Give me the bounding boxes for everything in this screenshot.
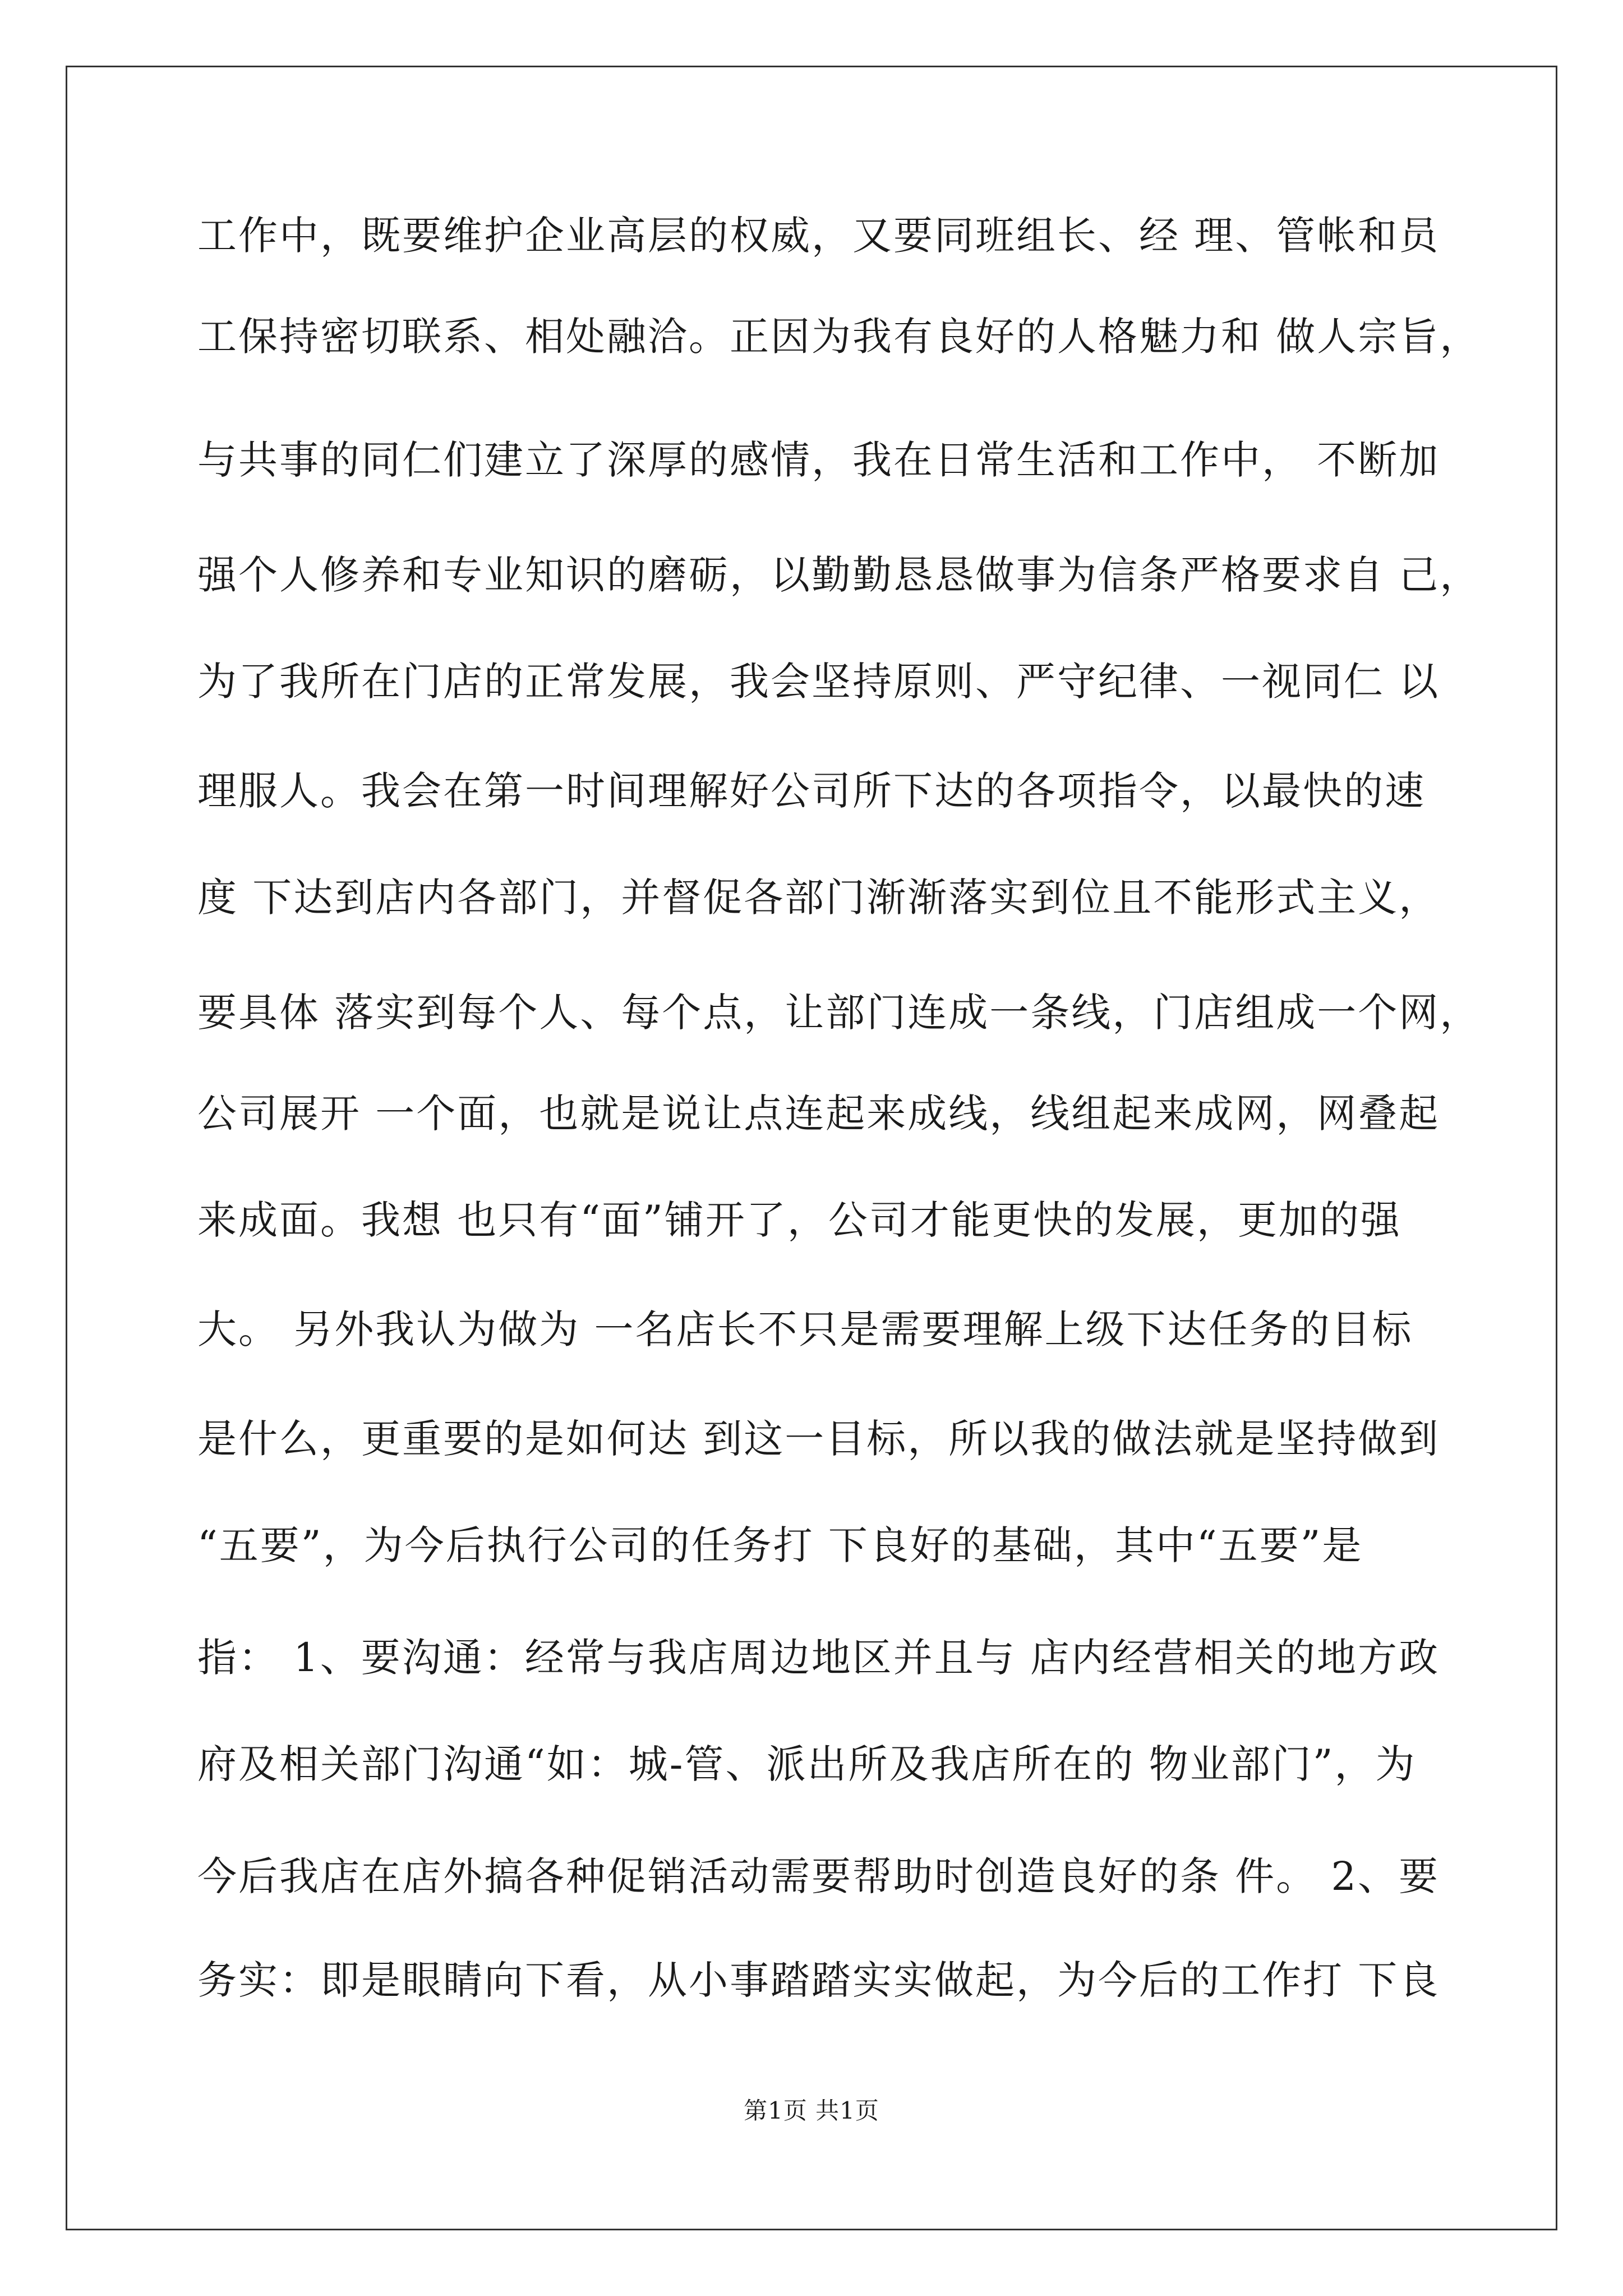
text-line: 强个人修养和专业知识的磨砺，以勤勤恳恳做事为信条严格要求自 己，	[197, 552, 1481, 598]
text-line: 府及相关部门沟通“如：城-管、派出所及我店所在的 物业部门”，为	[197, 1741, 1417, 1787]
text-line: “五要”，为今后执行公司的任务打 下良好的基础，其中“五要”是	[197, 1522, 1363, 1568]
text-line: 工作中，既要维护企业高层的权威，又要同班组长、经 理、管帐和员	[197, 213, 1440, 259]
page-border	[66, 66, 1557, 2230]
text-line: 度 下达到店内各部门，并督促各部门渐渐落实到位且不能形式主义，	[197, 875, 1440, 921]
page-footer: 第1页 共1页	[744, 2097, 879, 2124]
text-line: 务实：即是眼睛向下看，从小事踏踏实实做起，为今后的工作打 下良	[197, 1957, 1440, 2003]
text-line: 为了我所在门店的正常发展，我会坚持原则、严守纪律、一视同仁 以	[197, 659, 1440, 705]
text-line: 理服人。我会在第一时间理解好公司所下达的各项指令，以最快的速	[197, 768, 1426, 814]
text-line: 今后我店在店外搞各种促销活动需要帮助时创造良好的条 件。 2、要	[197, 1853, 1440, 1899]
text-line: 公司展开 一个面，也就是说让点连起来成线，线组起来成网，网叠起	[197, 1091, 1440, 1137]
text-line: 是什么，更重要的是如何达 到这一目标，所以我的做法就是坚持做到	[197, 1416, 1440, 1462]
text-line: 指： 1、要沟通：经常与我店周边地区并且与 店内经营相关的地方政	[197, 1635, 1440, 1681]
text-line: 与共事的同仁们建立了深厚的感情，我在日常生活和工作中， 不断加	[197, 437, 1440, 483]
text-line: 来成面。我想 也只有“面”铺开了，公司才能更快的发展，更加的强	[197, 1197, 1401, 1243]
text-line: 要具体 落实到每个人、每个点，让部门连成一条线，门店组成一个网，	[197, 990, 1481, 1036]
text-line: 大。 另外我认为做为 一名店长不只是需要理解上级下达任务的目标	[197, 1306, 1413, 1352]
text-line: 工保持密切联系、相处融洽。正因为我有良好的人格魅力和 做人宗旨，	[197, 314, 1481, 360]
